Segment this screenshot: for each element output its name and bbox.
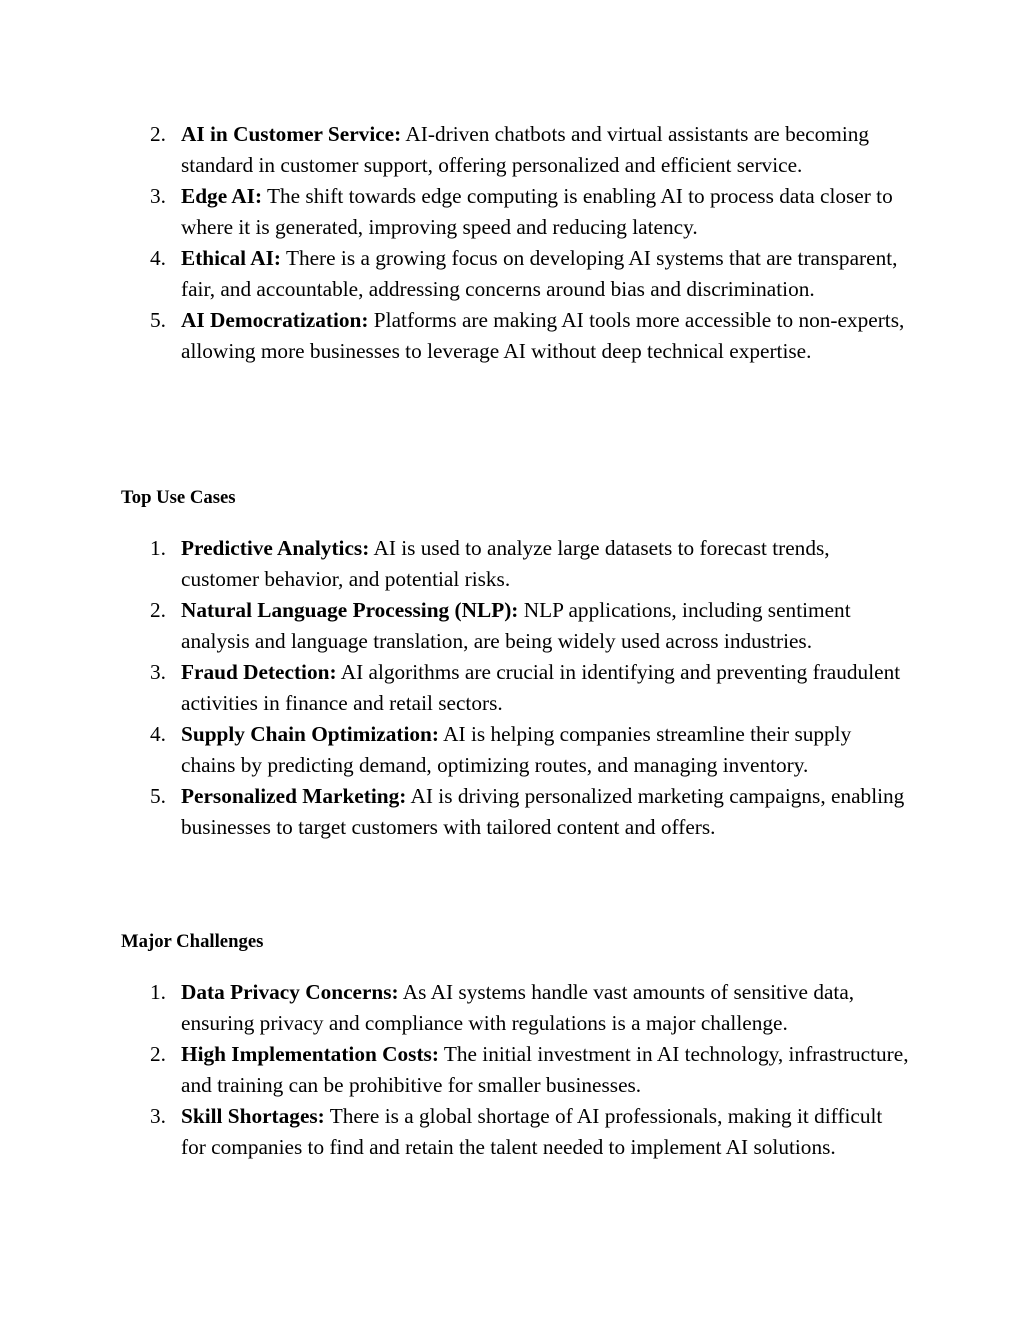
trends-list <box>0 119 1024 367</box>
item-term: Supply Chain Optimization: <box>181 722 439 746</box>
item-description: As AI systems handle vast amounts of sensitive data, ensuring privacy and compliance with regulations is a major challenge. <box>181 980 855 1035</box>
item-term: AI Democratization: <box>181 308 369 332</box>
list-item <box>0 781 1024 843</box>
list-item <box>0 533 1024 595</box>
use-cases-list <box>0 533 1024 843</box>
item-term: Natural Language Processing (NLP): <box>181 598 519 622</box>
item-description: AI-driven chatbots and virtual assistants are becoming standard in customer support, offering personalized and efficient service. <box>181 122 870 177</box>
list-number: 5. <box>150 308 166 332</box>
list-number: 1. <box>150 980 166 1004</box>
item-term: Skill Shortages: <box>181 1104 325 1128</box>
list-item <box>0 1039 1024 1101</box>
section-heading-challenges: Major Challenges <box>121 931 264 952</box>
item-description: Platforms are making AI tools more accessible to non-experts, allowing more businesses to leverage AI without deep technical expertise. <box>181 308 905 363</box>
item-description: AI is helping companies streamline their supply chains by predicting demand, optimizing routes, and managing inventory. <box>181 722 852 777</box>
list-item <box>0 719 1024 781</box>
item-term: AI in Customer Service: <box>181 122 402 146</box>
list-item <box>0 1101 1024 1163</box>
item-description: AI algorithms are crucial in identifying and preventing fraudulent activities in finance and retail sectors. <box>181 660 901 715</box>
list-item <box>0 305 1024 367</box>
item-term: Data Privacy Concerns: <box>181 980 399 1004</box>
item-description: The shift towards edge computing is enabling AI to process data closer to where it is generated, improving speed and reducing latency. <box>181 184 893 239</box>
list-number: 4. <box>150 246 166 270</box>
item-term: Personalized Marketing: <box>181 784 407 808</box>
list-number: 3. <box>150 184 166 208</box>
list-item <box>0 657 1024 719</box>
list-item <box>0 181 1024 243</box>
list-item <box>0 243 1024 305</box>
list-number: 2. <box>150 122 166 146</box>
list-number: 2. <box>150 598 166 622</box>
list-number: 4. <box>150 722 166 746</box>
item-description: AI is used to analyze large datasets to forecast trends, customer behavior, and potential risks. <box>181 536 830 591</box>
section-heading-use-cases: Top Use Cases <box>121 487 236 508</box>
list-item <box>0 595 1024 657</box>
item-description: There is a growing focus on developing AI systems that are transparent, fair, and accountable, addressing concerns around bias and discrimination. <box>181 246 898 301</box>
list-number: 2. <box>150 1042 166 1066</box>
item-term: Edge AI: <box>181 184 263 208</box>
list-number: 3. <box>150 660 166 684</box>
item-description: AI is driving personalized marketing campaigns, enabling businesses to target customers with tailored content and offers. <box>181 784 905 839</box>
list-number: 1. <box>150 536 166 560</box>
list-item <box>0 977 1024 1039</box>
item-term: Ethical AI: <box>181 246 281 270</box>
item-term: High Implementation Costs: <box>181 1042 439 1066</box>
item-term: Predictive Analytics: <box>181 536 370 560</box>
item-term: Fraud Detection: <box>181 660 337 684</box>
list-number: 5. <box>150 784 166 808</box>
item-description: NLP applications, including sentiment analysis and language translation, are being widely used across industries. <box>181 598 851 653</box>
list-number: 3. <box>150 1104 166 1128</box>
challenges-list <box>0 977 1024 1163</box>
item-description: There is a global shortage of AI professionals, making it difficult for companies to find and retain the talent needed to implement AI solutions. <box>181 1104 883 1159</box>
item-description: The initial investment in AI technology, infrastructure, and training can be prohibitive for smaller businesses. <box>181 1042 909 1097</box>
list-item <box>0 119 1024 181</box>
